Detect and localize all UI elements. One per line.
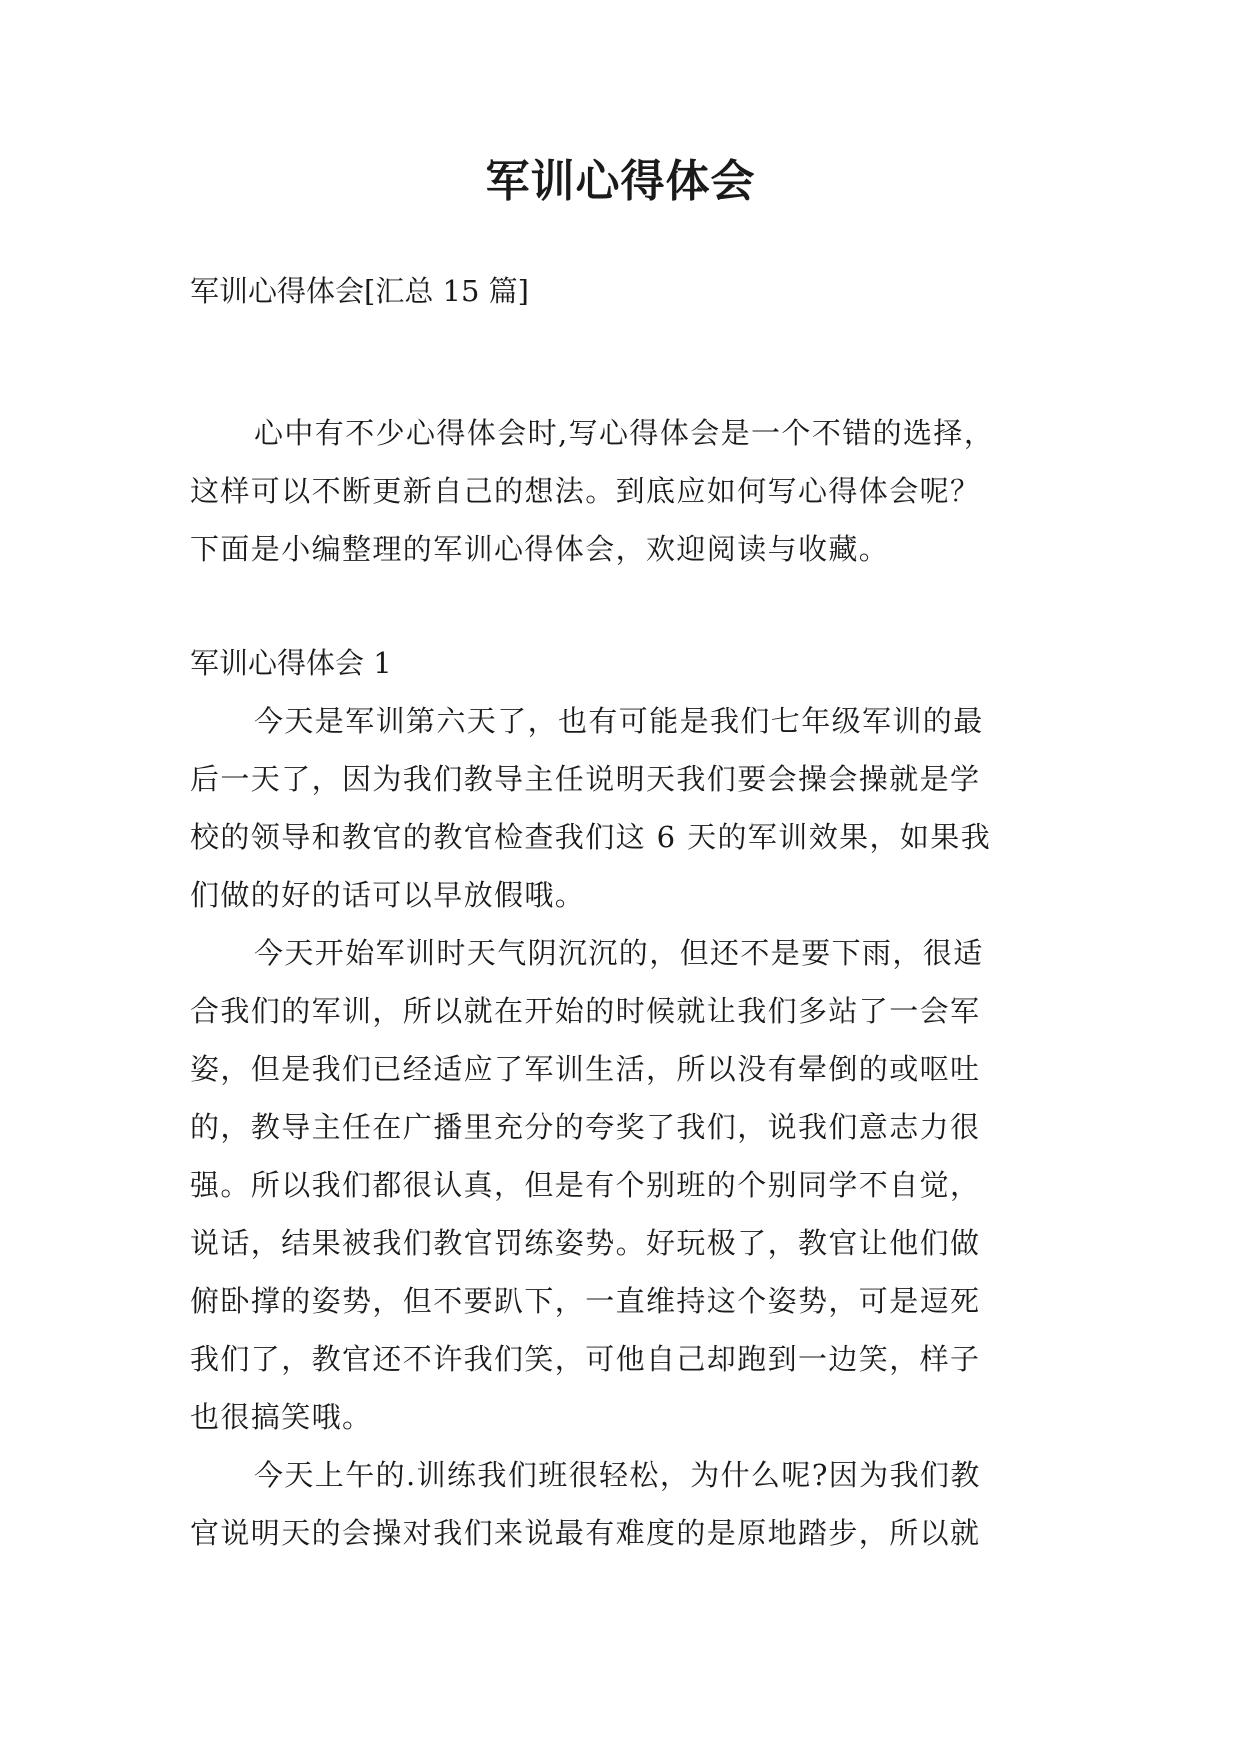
body-line: 也很搞笑哦。 [190, 1400, 373, 1434]
body-line: 后一天了，因为我们教导主任说明天我们要会操会操就是学 [190, 762, 981, 796]
body-line: 的，教导主任在广播里充分的夸奖了我们，说我们意志力很 [190, 1110, 981, 1144]
document-subtitle: 军训心得体会[汇总 15 篇] [190, 274, 529, 308]
body-line: 姿，但是我们已经适应了军训生活，所以没有晕倒的或呕吐 [190, 1052, 981, 1086]
intro-line: 这样可以不断更新自己的想法。到底应如何写心得体会呢？ [190, 474, 981, 508]
intro-line: 心中有不少心得体会时,写心得体会是一个不错的选择， [254, 416, 995, 450]
body-line: 俯卧撑的姿势，但不要趴下，一直维持这个姿势，可是逗死 [190, 1284, 981, 1318]
body-line: 今天开始军训时天气阴沉沉的，但还不是要下雨，很适 [254, 936, 984, 970]
body-line: 今天是军训第六天了，也有可能是我们七年级军训的最 [254, 704, 984, 738]
document-title: 军训心得体会 [485, 156, 756, 207]
section-heading: 军训心得体会 1 [190, 646, 392, 680]
body-line: 们做的好的话可以早放假哦。 [190, 878, 586, 912]
body-line: 官说明天的会操对我们来说最有难度的是原地踏步，所以就 [190, 1516, 981, 1550]
body-line: 强。所以我们都很认真，但是有个别班的个别同学不自觉， [190, 1168, 981, 1202]
intro-paragraph [190, 404, 1070, 578]
body-line: 说话，结果被我们教官罚练姿势。好玩极了，教官让他们做 [190, 1226, 981, 1260]
section-body [190, 692, 1070, 1562]
body-line: 合我们的军训，所以就在开始的时候就让我们多站了一会军 [190, 994, 981, 1028]
intro-line: 下面是小编整理的军训心得体会，欢迎阅读与收藏。 [190, 532, 890, 566]
body-line: 校的领导和教官的教官检查我们这 6 天的军训效果，如果我 [190, 820, 992, 854]
body-line: 今天上午的.训练我们班很轻松，为什么呢?因为我们教 [254, 1458, 981, 1492]
body-line: 我们了，教官还不许我们笑，可他自己却跑到一边笑，样子 [190, 1342, 981, 1376]
